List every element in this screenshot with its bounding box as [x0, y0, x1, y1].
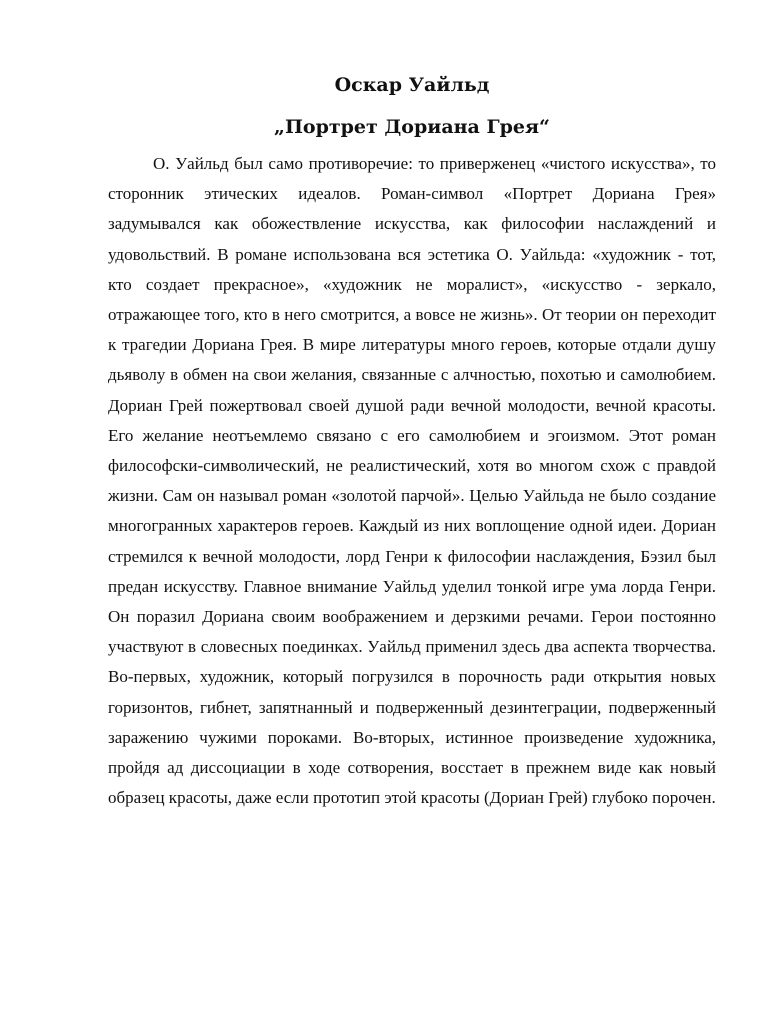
essay-paragraph: О. Уайльд был само противоречие: то приверженец «чистого искусства», то сторонник этических идеалов. Роман-символ «Портрет Дориана Грея» задумывался как обожествление искусства, как философии наслаждений и удовольствий. В романе использована вся эстетика О. Уайльда: «художник - тот, кто создает прекрасное», «художник не моралист», «искусство - зеркало, отражающее того, кто в него смотрится, а вовсе не жизнь». От теории он переходит к трагедии Дориана Грея. В мире литературы много героев, которые отдали душу дьяволу в обмен на свои желания, связанные с алчностью, похотью и самолюбием. Дориан Грей пожертвовал своей душой ради вечной молодости, вечной красоты. Его желание неотъемлемо связано с его самолюбием и эгоизмом. Этот роман философски-символический, не реалистический, хотя во многом схож с правдой жизни. Сам он называл роман «золотой парчой». Целью Уайльда не было создание многогранных характеров героев. Каждый из них воплощение одной идеи. Дориан стремился к вечной молодости, лорд Генри к философии наслаждения, Бэзил был предан искусству. Главное внимание Уайльд уделил тонкой игре ума лорда Генри. Он поразил Дориана своим воображением и дерзкими речами. Герои постоянно участвуют в словесных поединках. Уайльд применил здесь два аспекта творчества. Во-первых, художник, который погрузился в порочность ради открытия новых горизонтов, гибнет, запятнанный и подверженный дезинтеграции, подверженный заражению чужими пороками. Во-вторых, истинное произведение художника, пройдя ад диссоциации в ходе сотворения, восстает в прежнем виде как новый образец красоты, даже если прототип этой красоты (Дориан Грей) глубоко порочен.	[108, 154, 716, 808]
author-heading: Оскар Уайльд	[334, 74, 490, 96]
work-title-heading: „Портрет Дориана Грея“	[274, 116, 550, 138]
